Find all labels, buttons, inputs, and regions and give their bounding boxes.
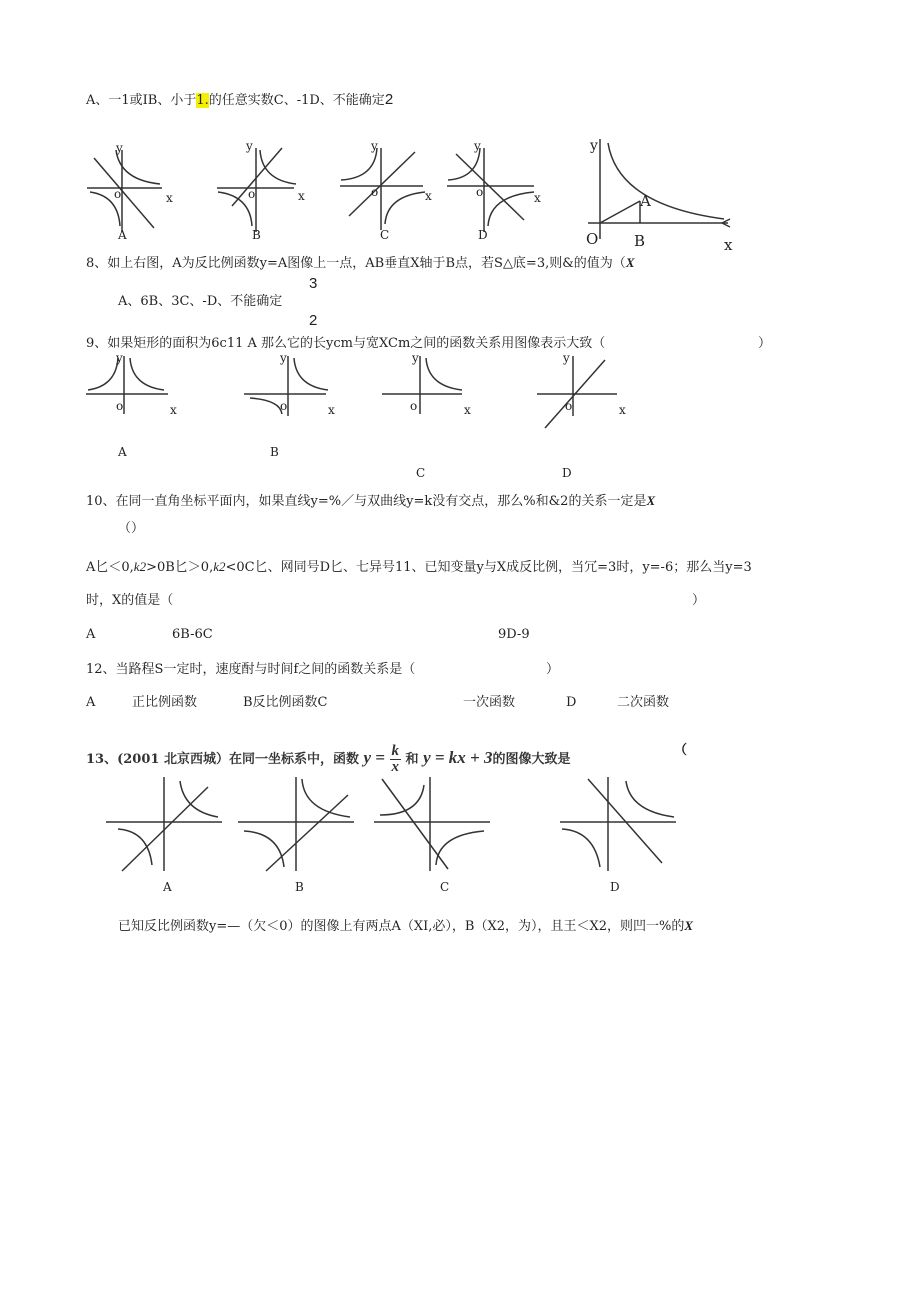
label-d: D xyxy=(478,228,488,242)
svg-text:x: x xyxy=(328,403,335,417)
svg-text:y: y xyxy=(563,351,570,365)
big-o-label: O xyxy=(586,230,599,248)
graph-q9-a xyxy=(84,352,194,432)
big-b-label: B xyxy=(634,232,646,250)
graph-q13-a xyxy=(104,775,224,875)
label-9d: D xyxy=(562,466,572,480)
svg-text:o: o xyxy=(476,185,484,199)
label-13b: B xyxy=(295,880,304,894)
graph-q13-d xyxy=(558,775,682,875)
q8-frac-bottom: 2 xyxy=(309,312,318,329)
svg-text:o: o xyxy=(371,185,379,199)
label-13a: A xyxy=(163,880,172,894)
big-y-label: y xyxy=(590,138,598,154)
svg-text:y: y xyxy=(116,351,123,365)
graph-q7-b xyxy=(212,140,322,250)
q9-close: ） xyxy=(758,336,772,351)
label-c: C xyxy=(380,228,390,242)
o-label: o xyxy=(114,187,122,201)
q13-paren: （ xyxy=(674,743,688,758)
svg-text:x: x xyxy=(170,403,177,417)
graph-q7-a xyxy=(82,140,192,250)
graph-q9-b xyxy=(242,352,352,432)
q12-close: ） xyxy=(546,662,560,677)
q12-opt-b: B反比例函数C xyxy=(243,695,328,710)
q8-frac-top: 3 xyxy=(309,275,318,292)
q11-close: ） xyxy=(692,593,706,608)
q14-text: 已知反比例函数y=—（欠＜0）的图像上有两点A（XI,必），B（X2，为），且王＜X2，则凹一%的X xyxy=(118,918,694,934)
graph-q9-c xyxy=(380,352,490,432)
label-a: A xyxy=(118,228,127,242)
graph-q13-b xyxy=(236,775,356,875)
svg-text:x: x xyxy=(619,403,626,417)
graph-q7-d xyxy=(442,140,552,250)
q11-opt-c: 9D-9 xyxy=(498,627,530,642)
q12-opt-c-text: 一次函数 xyxy=(463,695,516,710)
svg-text:o: o xyxy=(116,399,124,413)
svg-text:o: o xyxy=(248,187,256,201)
graph-q9-d xyxy=(535,352,645,432)
q11-opt-b: 6B-6C xyxy=(172,627,213,642)
q9-text: 9、如果矩形的面积为6c11 A 那么它的长ycm与宽XCm之间的函数关系用图像表示大致（ xyxy=(86,336,606,351)
graph-q7-c xyxy=(335,140,445,250)
svg-text:y: y xyxy=(474,139,481,153)
svg-text:x: x xyxy=(298,189,305,203)
svg-text:o: o xyxy=(280,399,288,413)
y-label: y xyxy=(116,141,123,155)
q12-opt-d-text: 二次函数 xyxy=(617,695,670,710)
q7-options: A、一1或IB、小于1.的任意实数C、-1D、不能确定2 xyxy=(86,91,394,108)
q12-opt-a-text: 正比例函数 xyxy=(132,695,198,710)
q11-line1: A匕＜0,k2>0B匕＞0,k2<0C匕、网同号D匕、七异号11、已知变量y与X成反比例，当冗=3时，y=-6；那么当y=3 xyxy=(86,559,752,575)
q11-opt-a: A xyxy=(86,627,96,642)
q10-paren: （） xyxy=(118,521,145,536)
label-9a: A xyxy=(118,445,127,459)
big-a-label: A xyxy=(640,192,651,210)
q8-options: A、6B、3C、-D、不能确定 xyxy=(118,294,283,309)
svg-text:o: o xyxy=(565,399,573,413)
svg-text:y: y xyxy=(412,351,419,365)
q12-text: 12、当路程S一定时，速度酎与时间f之间的函数关系是（ xyxy=(86,662,416,677)
q11-line2: 时，X的值是（ xyxy=(86,593,174,608)
q12-opt-a: A xyxy=(86,695,96,710)
fraction-k-over-x: $\frac{k}{x}$ xyxy=(391,743,399,775)
svg-text:o: o xyxy=(410,399,418,413)
q13-text: 13、(2001 北京西城）在同一坐标系中，函数 y = $\frac{k}{x}$ 和 y = kx + 3的图像大致是 xyxy=(86,743,571,775)
svg-text:y: y xyxy=(280,351,287,365)
svg-text:x: x xyxy=(464,403,471,417)
big-x-label: x xyxy=(724,236,733,254)
label-9b: B xyxy=(270,445,279,459)
label-13d: D xyxy=(610,880,620,894)
label-9c: C xyxy=(416,466,426,480)
label-13c: C xyxy=(440,880,450,894)
q8-text: 8、如上右图，A为反比例函数y=A图像上一点，AB垂直X轴于B点，若S△底=3,则&的值为（X xyxy=(86,255,635,271)
highlighted-text: 1. xyxy=(196,93,209,108)
svg-text:y: y xyxy=(246,139,253,153)
graph-q8-main xyxy=(578,135,748,255)
graph-q13-c xyxy=(372,775,496,875)
x-label: x xyxy=(166,191,173,205)
svg-text:y: y xyxy=(371,139,378,153)
svg-text:x: x xyxy=(534,191,541,205)
label-b: B xyxy=(252,228,261,242)
q12-opt-d: D xyxy=(566,695,577,710)
q10-text: 10、在同一直角坐标平面内，如果直线y=%／与双曲线y=k没有交点，那么%和&2的关系一定是X xyxy=(86,493,656,509)
svg-text:x: x xyxy=(425,189,432,203)
